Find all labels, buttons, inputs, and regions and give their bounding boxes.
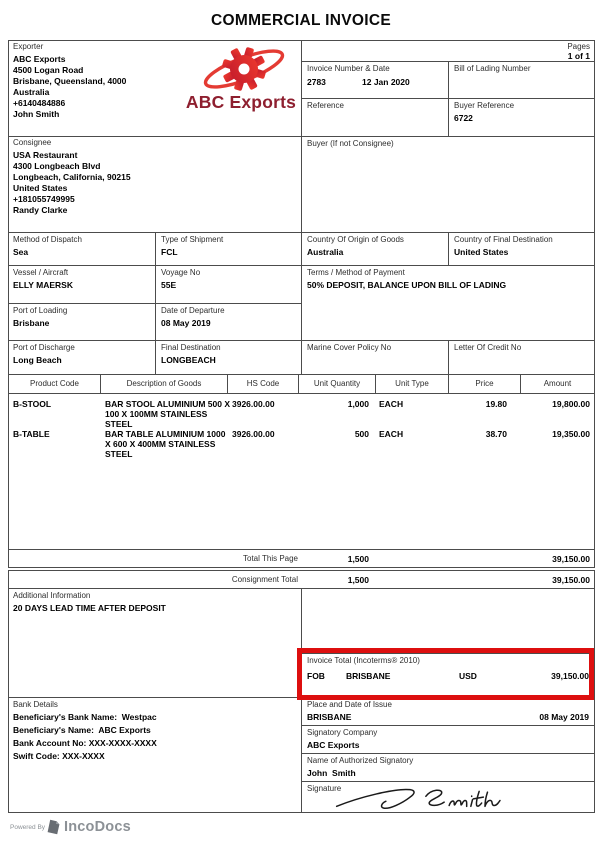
buyer-reference-label: Buyer Reference: [454, 101, 515, 110]
consignee-line: Randy Clarke: [13, 205, 68, 215]
col-header-label: Product Code: [30, 379, 79, 388]
pages-label: Pages: [567, 42, 590, 51]
items-table-body: [8, 393, 595, 550]
country-of-origin-value: Australia: [307, 247, 344, 257]
letter-of-credit-label: Letter Of Credit No: [454, 343, 522, 352]
bill-of-lading-box: [448, 61, 595, 99]
place-date-of-issue-label: Place and Date of Issue: [307, 700, 392, 709]
country-of-destination-value: United States: [454, 247, 509, 257]
voyage-no-value: 55E: [161, 280, 177, 290]
company-logo-text: ABC Exports: [185, 92, 297, 112]
bank-details-line: Bank Account No: XXX-XXXX-XXXX: [13, 738, 157, 748]
reference-box: [301, 98, 449, 137]
total-this-page-row: [8, 549, 595, 568]
country-of-origin-label: Country Of Origin of Goods: [307, 235, 404, 244]
buyer-reference-box: [448, 98, 595, 137]
bank-details-line: Beneficiary's Name: ABC Exports: [13, 725, 151, 735]
vessel-aircraft-box: [8, 265, 156, 304]
port-of-loading-value: Brisbane: [13, 318, 50, 328]
col-header-amount: [520, 374, 595, 394]
col-header-label: Unit Type: [395, 379, 429, 388]
date-of-departure-label: Date of Departure: [161, 306, 225, 315]
final-destination-label: Final Destination: [161, 343, 221, 352]
consignee-line: 4300 Longbeach Blvd: [13, 161, 101, 171]
bank-details-line: Beneficiary's Bank Name: Westpac: [13, 712, 157, 722]
bank-details-line: Swift Code: XXX-XXXX: [13, 751, 105, 761]
item-description: BAR TABLE ALUMINIUM 1000 X 600 X 400MM STAINLESS STEEL: [105, 429, 226, 460]
exporter-line: +6140484886: [13, 98, 66, 108]
letter-of-credit-box: [448, 340, 595, 375]
consignment-total-quantity: 1,500: [347, 575, 369, 585]
consignee-line: USA Restaurant: [13, 150, 78, 160]
date-of-departure-box: [155, 303, 302, 341]
port-of-loading-box: [8, 303, 156, 341]
page-title: COMMERCIAL INVOICE: [211, 12, 391, 29]
vessel-aircraft-label: Vessel / Aircraft: [13, 268, 69, 277]
consignment-total-amount: 39,150.00: [552, 575, 590, 585]
buyer-reference-value: 6722: [454, 113, 473, 123]
consignee-line: +181055749995: [13, 194, 75, 204]
voyage-no-box: [155, 265, 302, 304]
authorized-signatory-label: Name of Authorized Signatory: [307, 756, 414, 765]
item-unit-type: EACH: [379, 429, 404, 439]
final-destination-value: LONGBEACH: [161, 355, 216, 365]
reference-label: Reference: [307, 101, 344, 110]
item-description: BAR STOOL ALUMINIUM 500 X 100 X 100MM STAINLESS STEEL: [105, 399, 230, 430]
col-header-label: Price: [475, 379, 494, 388]
invoice-number-date-label: Invoice Number & Date: [307, 64, 390, 73]
col-header-label: Description of Goods: [126, 379, 202, 388]
additional-information-value: 20 DAYS LEAD TIME AFTER DEPOSIT: [13, 603, 166, 613]
additional-information-box: [8, 588, 302, 698]
invoice-total-currency: USD: [459, 671, 477, 681]
item-unit-type: EACH: [379, 399, 404, 409]
voyage-no-label: Voyage No: [161, 268, 201, 277]
company-logo-gear-icon: [196, 44, 292, 94]
total-this-page-quantity: 1,500: [347, 554, 369, 564]
port-of-discharge-label: Port of Discharge: [13, 343, 75, 352]
method-of-dispatch-box: [8, 232, 156, 266]
date-of-issue-value: 08 May 2019: [539, 712, 589, 722]
handwritten-signature: [330, 783, 505, 813]
item-price: 38.70: [485, 429, 507, 439]
terms-of-payment-label: Terms / Method of Payment: [307, 268, 405, 277]
consignment-total-label: Consignment Total: [231, 575, 298, 584]
col-header-label: Amount: [543, 379, 572, 388]
invoice-date-value: 12 Jan 2020: [362, 77, 410, 87]
item-unit-quantity: 500: [354, 429, 369, 439]
consignee-label: Consignee: [13, 138, 52, 147]
invoice-total-label: Invoice Total (Incoterms® 2010): [307, 656, 420, 665]
incodocs-brand-text: IncoDocs: [64, 819, 131, 835]
item-product-code: B-STOOL: [13, 399, 52, 409]
signatory-company-box: [301, 725, 595, 754]
col-header-description: [100, 374, 228, 394]
final-destination-box: [155, 340, 302, 375]
incodocs-logo-icon: [46, 819, 61, 835]
consignment-total-row: [8, 570, 595, 589]
bank-details-label: Bank Details: [13, 700, 58, 709]
marine-cover-policy-label: Marine Cover Policy No: [307, 343, 392, 352]
signatory-company-value: ABC Exports: [307, 740, 360, 750]
col-header-price: [448, 374, 521, 394]
col-header-label: HS Code: [246, 379, 280, 388]
method-of-dispatch-value: Sea: [13, 247, 29, 257]
place-date-of-issue-box: [301, 697, 595, 726]
type-of-shipment-box: [155, 232, 302, 266]
marine-cover-policy-box: [301, 340, 449, 375]
exporter-label: Exporter: [13, 42, 44, 51]
port-of-discharge-box: [8, 340, 156, 375]
country-of-origin-box: [301, 232, 449, 266]
authorized-signatory-value: John Smith: [307, 768, 356, 778]
invoice-number-date-box: [301, 61, 449, 99]
consignee-line: Longbeach, California, 90215: [13, 172, 131, 182]
type-of-shipment-value: FCL: [161, 247, 178, 257]
bank-details-box: [8, 697, 302, 813]
exporter-line: ABC Exports: [13, 54, 66, 64]
invoice-number-value: 2783: [307, 77, 326, 87]
pages-value: 1 of 1: [567, 51, 590, 61]
vessel-aircraft-value: ELLY MAERSK: [13, 280, 73, 290]
invoice-total-amount: 39,150.00: [551, 671, 589, 681]
bill-of-lading-label: Bill of Lading Number: [454, 64, 531, 73]
buyer-box: [301, 136, 595, 233]
col-header-label: Unit Quantity: [313, 379, 361, 388]
col-header-hs-code: [227, 374, 299, 394]
date-of-departure-value: 08 May 2019: [161, 318, 211, 328]
col-header-product-code: [8, 374, 101, 394]
country-of-destination-label: Country of Final Destination: [454, 235, 553, 244]
method-of-dispatch-label: Method of Dispatch: [13, 235, 82, 244]
pages-box: [301, 40, 595, 62]
signatory-company-label: Signatory Company: [307, 728, 378, 737]
signature-box: [301, 781, 595, 813]
buyer-label: Buyer (If not Consignee): [307, 139, 394, 148]
signature-label: Signature: [307, 784, 342, 793]
col-header-unit-quantity: [298, 374, 376, 394]
exporter-line: 4500 Logan Road: [13, 65, 84, 75]
exporter-line: John Smith: [13, 109, 60, 119]
item-price: 19.80: [485, 399, 507, 409]
item-unit-quantity: 1,000: [347, 399, 369, 409]
invoice-total-box: [301, 653, 595, 698]
invoice-total-place: BRISBANE: [346, 671, 391, 681]
additional-information-label: Additional Information: [13, 591, 91, 600]
total-this-page-amount: 39,150.00: [552, 554, 590, 564]
item-product-code: B-TABLE: [13, 429, 50, 439]
total-this-page-label: Total This Page: [243, 554, 298, 563]
country-of-destination-box: [448, 232, 595, 266]
exporter-line: Brisbane, Queensland, 4000: [13, 76, 127, 86]
item-hs-code: 3926.00.00: [232, 429, 275, 439]
powered-by-label: Powered By: [10, 824, 46, 831]
place-of-issue-value: BRISBANE: [307, 712, 352, 722]
port-of-loading-label: Port of Loading: [13, 306, 68, 315]
item-amount: 19,350.00: [552, 429, 590, 439]
port-of-discharge-value: Long Beach: [13, 355, 62, 365]
consignee-box: [8, 136, 302, 233]
consignee-line: United States: [13, 183, 68, 193]
terms-of-payment-value: 50% DEPOSIT, BALANCE UPON BILL OF LADING: [307, 280, 507, 290]
authorized-signatory-box: [301, 753, 595, 782]
type-of-shipment-label: Type of Shipment: [161, 235, 224, 244]
col-header-unit-type: [375, 374, 449, 394]
item-amount: 19,800.00: [552, 399, 590, 409]
invoice-total-incoterm: FOB: [307, 671, 325, 681]
terms-of-payment-box: [301, 265, 595, 341]
exporter-line: Australia: [13, 87, 50, 97]
item-hs-code: 3926.00.00: [232, 399, 275, 409]
